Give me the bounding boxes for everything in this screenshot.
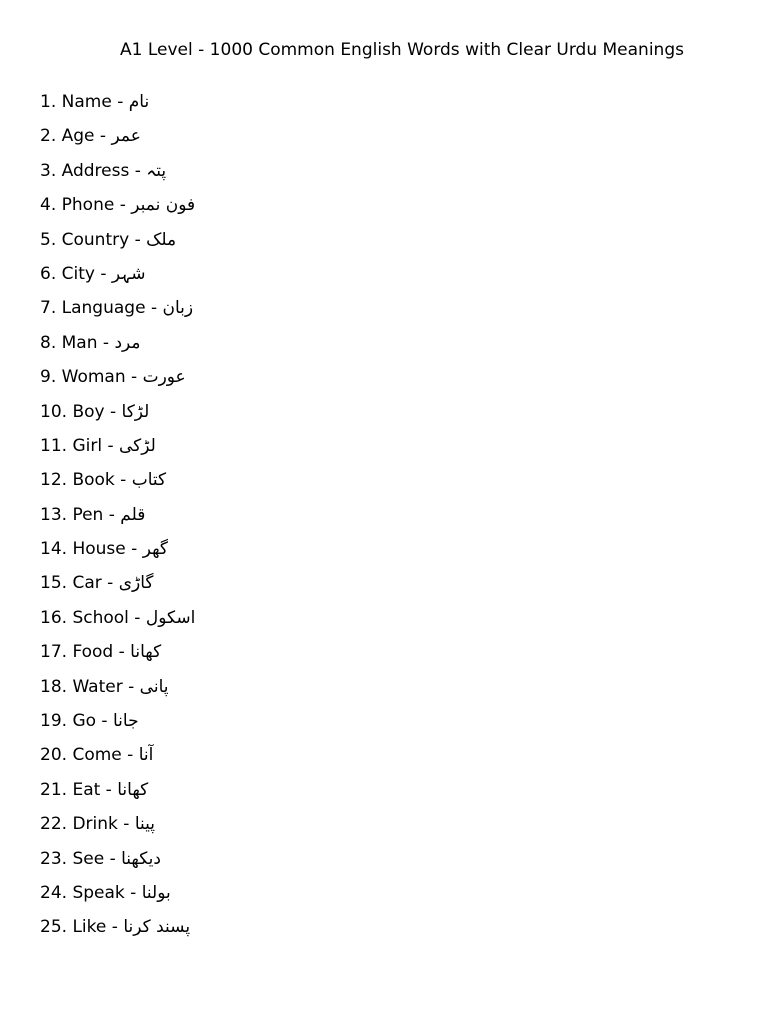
list-item bbox=[40, 331, 195, 365]
item-number: 9. bbox=[40, 367, 57, 388]
english-word: Book bbox=[72, 470, 115, 491]
english-word: Pen bbox=[72, 504, 104, 525]
separator: - bbox=[106, 917, 124, 938]
item-number: 15. bbox=[40, 573, 68, 594]
english-word: Food bbox=[72, 642, 114, 663]
urdu-meaning: لڑکا bbox=[121, 401, 150, 422]
separator: - bbox=[96, 711, 113, 732]
english-word: Age bbox=[61, 126, 95, 147]
separator: - bbox=[117, 814, 135, 835]
urdu-meaning: کتاب bbox=[131, 470, 167, 491]
item-number: 10. bbox=[40, 401, 68, 422]
separator: - bbox=[100, 779, 118, 800]
separator: - bbox=[125, 367, 143, 388]
item-number: 7. bbox=[40, 298, 57, 319]
list-item bbox=[40, 847, 195, 881]
item-number: 14. bbox=[40, 539, 68, 560]
separator: - bbox=[129, 229, 147, 250]
item-number: 12. bbox=[40, 470, 68, 491]
separator: - bbox=[128, 607, 146, 628]
english-word: Girl bbox=[72, 435, 103, 456]
urdu-meaning: عمر bbox=[111, 126, 141, 147]
item-number: 20. bbox=[40, 745, 68, 766]
english-word: Come bbox=[72, 745, 122, 766]
urdu-meaning: پینا bbox=[134, 814, 155, 835]
list-item bbox=[40, 400, 195, 434]
separator: - bbox=[129, 160, 147, 181]
list-item bbox=[40, 709, 195, 743]
urdu-meaning: پتہ bbox=[146, 160, 167, 181]
separator: - bbox=[103, 504, 121, 525]
item-number: 13. bbox=[40, 504, 68, 525]
urdu-meaning: مرد bbox=[114, 332, 141, 353]
list-item bbox=[40, 743, 195, 777]
english-word: See bbox=[72, 848, 105, 869]
item-number: 2. bbox=[40, 126, 57, 147]
word-list bbox=[40, 90, 195, 950]
list-item bbox=[40, 193, 195, 227]
urdu-meaning: پسند کرنا bbox=[123, 917, 191, 938]
english-word: Woman bbox=[61, 367, 126, 388]
separator: - bbox=[111, 92, 129, 112]
item-number: 8. bbox=[40, 332, 57, 353]
english-word: Phone bbox=[61, 195, 115, 216]
list-item bbox=[40, 503, 195, 537]
list-item bbox=[40, 778, 195, 812]
separator: - bbox=[145, 298, 163, 319]
separator: - bbox=[104, 848, 122, 869]
english-word: City bbox=[61, 263, 95, 284]
list-item bbox=[40, 159, 195, 193]
english-word: Like bbox=[72, 917, 107, 938]
urdu-meaning: ملک bbox=[146, 229, 177, 250]
english-word: Boy bbox=[72, 401, 105, 422]
item-number: 4. bbox=[40, 195, 57, 216]
english-word: Drink bbox=[72, 814, 118, 835]
list-item bbox=[40, 915, 195, 949]
english-word: School bbox=[72, 607, 129, 628]
separator: - bbox=[122, 676, 140, 697]
urdu-meaning: دیکھنا bbox=[121, 848, 161, 869]
item-number: 5. bbox=[40, 229, 57, 250]
urdu-meaning: گھر bbox=[142, 539, 168, 560]
item-number: 18. bbox=[40, 676, 68, 697]
item-number: 3. bbox=[40, 160, 57, 181]
separator: - bbox=[97, 332, 115, 353]
english-word: Language bbox=[61, 298, 146, 319]
separator: - bbox=[104, 401, 122, 422]
list-item bbox=[40, 124, 195, 158]
item-number: 17. bbox=[40, 642, 68, 663]
urdu-meaning: نام bbox=[128, 92, 150, 112]
separator: - bbox=[114, 470, 132, 491]
item-number: 11. bbox=[40, 435, 68, 456]
item-number: 21. bbox=[40, 779, 68, 800]
urdu-meaning: کھانا bbox=[130, 642, 162, 663]
english-word: Go bbox=[72, 711, 97, 732]
list-item bbox=[40, 640, 195, 674]
list-item bbox=[40, 675, 195, 709]
item-number: 24. bbox=[40, 882, 68, 903]
separator: - bbox=[94, 263, 112, 284]
item-number: 1. bbox=[40, 92, 57, 112]
separator: - bbox=[94, 126, 112, 147]
english-word: Man bbox=[61, 332, 98, 353]
english-word: Car bbox=[72, 573, 102, 594]
urdu-meaning: کھانا bbox=[117, 779, 149, 800]
list-item bbox=[40, 90, 195, 124]
english-word: Eat bbox=[72, 779, 101, 800]
item-number: 19. bbox=[40, 711, 68, 732]
list-item bbox=[40, 365, 195, 399]
urdu-meaning: فون نمبر bbox=[131, 195, 196, 216]
list-item bbox=[40, 537, 195, 571]
item-number: 16. bbox=[40, 607, 68, 628]
item-number: 22. bbox=[40, 814, 68, 835]
list-item bbox=[40, 228, 195, 262]
list-item bbox=[40, 571, 195, 605]
urdu-meaning: اسکول bbox=[145, 607, 196, 628]
list-item bbox=[40, 296, 195, 330]
item-number: 23. bbox=[40, 848, 68, 869]
urdu-meaning: قلم bbox=[120, 504, 146, 525]
item-number: 25. bbox=[40, 917, 68, 938]
urdu-meaning: جانا bbox=[112, 711, 139, 732]
urdu-meaning: عورت bbox=[142, 367, 186, 388]
list-item bbox=[40, 606, 195, 640]
english-word: House bbox=[72, 539, 126, 560]
list-item bbox=[40, 262, 195, 296]
item-number: 6. bbox=[40, 263, 57, 284]
separator: - bbox=[113, 642, 131, 663]
separator: - bbox=[124, 882, 142, 903]
separator: - bbox=[121, 745, 139, 766]
urdu-meaning: آنا bbox=[138, 745, 154, 766]
separator: - bbox=[101, 573, 119, 594]
list-item bbox=[40, 812, 195, 846]
urdu-meaning: لڑکی bbox=[119, 435, 156, 456]
page-title: A1 Level - 1000 Common English Words with Clear Urdu Meanings bbox=[120, 40, 684, 60]
urdu-meaning: زبان bbox=[162, 298, 194, 319]
english-word: Water bbox=[72, 676, 123, 697]
separator: - bbox=[102, 435, 120, 456]
english-word: Name bbox=[61, 92, 112, 112]
english-word: Country bbox=[61, 229, 130, 250]
list-item bbox=[40, 881, 195, 915]
urdu-meaning: شہر bbox=[111, 263, 146, 284]
urdu-meaning: بولنا bbox=[141, 882, 171, 903]
list-item bbox=[40, 434, 195, 468]
list-item bbox=[40, 468, 195, 502]
separator: - bbox=[125, 539, 143, 560]
english-word: Speak bbox=[72, 882, 125, 903]
english-word: Address bbox=[61, 160, 130, 181]
separator: - bbox=[114, 195, 132, 216]
urdu-meaning: گاڑی bbox=[118, 573, 154, 594]
urdu-meaning: پانی bbox=[139, 676, 169, 697]
